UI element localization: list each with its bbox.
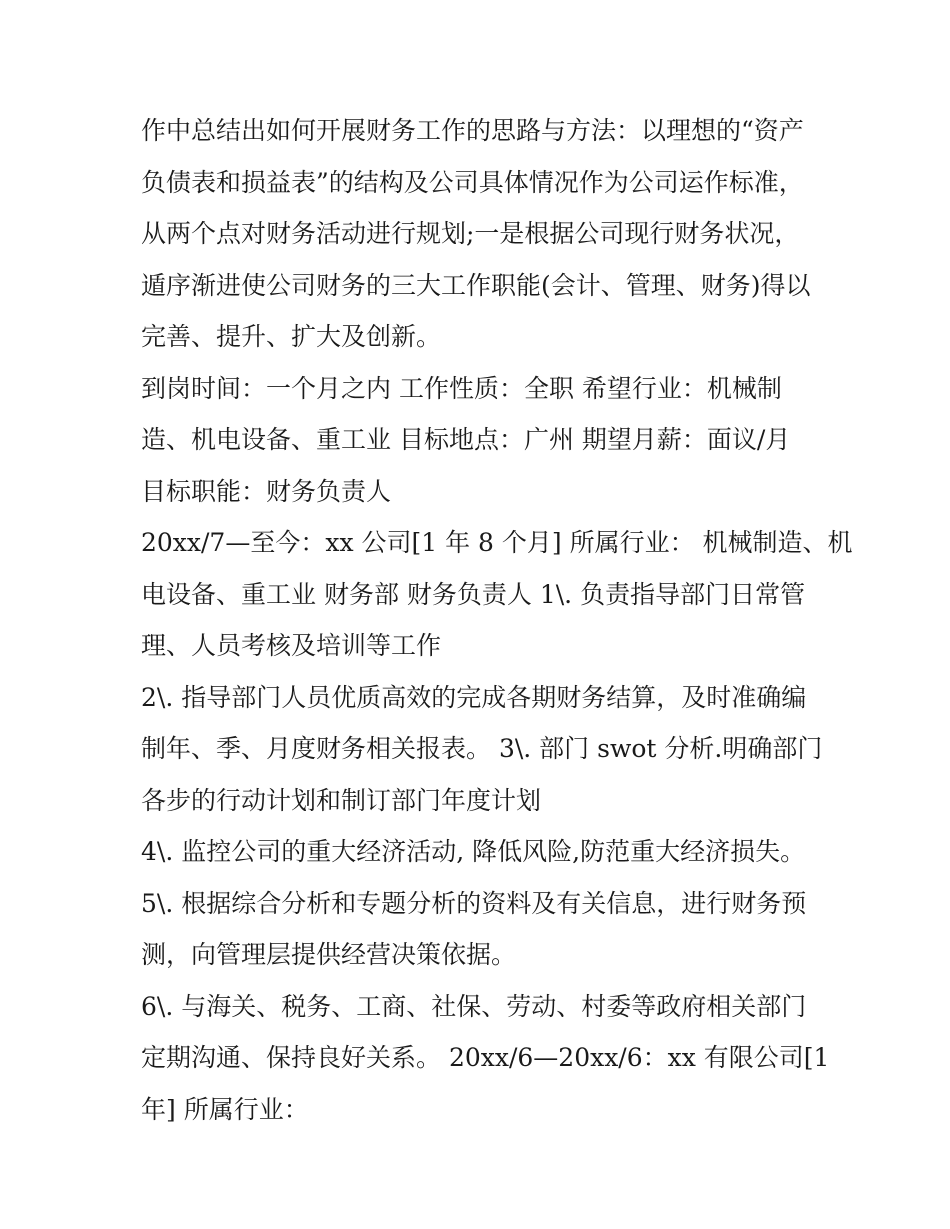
text-line: 从两个点对财务活动进行规划;一是根据公司现行财务状况， [141, 219, 800, 248]
text-line: 完善、提升、扩大及创新。 [141, 322, 442, 351]
text-line: 目标职能：财务负责人 [141, 476, 392, 506]
text-line: 理、人员考核及培训等工作 [141, 631, 442, 660]
text-line: 电设备、重工业 财务部 财务负责人 1\. 负责指导部门日常管 [141, 579, 806, 609]
text-line: 2\. 指导部门人员优质高效的完成各期财务结算，及时准确编 [141, 682, 807, 712]
text-line: 遁序渐进使公司财务的三大工作职能(会计、管理、财务)得以 [141, 270, 811, 300]
text-line: 6\. 与海关、税务、工商、社保、劳动、村委等政府相关部门 [141, 991, 807, 1021]
text-line: 20xx/7—至今：xx 公司[1 年 8 个月] 所属行业： 机械制造、机 [141, 528, 853, 557]
text-line: 5\. 根据综合分析和专题分析的资料及有关信息，进行财务预 [141, 888, 807, 918]
text-line: 各步的行动计划和制订部门年度计划 [141, 785, 542, 815]
text-line: 定期沟通、保持良好关系。 20xx/6—20xx/6：xx 有限公司[1 [141, 1043, 830, 1072]
document-body [141, 105, 853, 1135]
text-line: 制年、季、月度财务相关报表。 3\. 部门 swot 分析.明确部门 [141, 734, 823, 763]
text-line: 造、机电设备、重工业 目标地点：广州 期望月薪：面议/月 [141, 425, 791, 454]
text-line: 负债表和损益表”的结构及公司具体情况作为公司运作标准， [141, 167, 804, 197]
text-line: 年] 所属行业： [141, 1094, 309, 1124]
text-line: 作中总结出如何开展财务工作的思路与方法：以理想的“资产 [141, 116, 804, 145]
text-line: 4\. 监控公司的重大经济活动, 降低风险,防范重大经济损失。 [141, 837, 806, 866]
text-line: 测，向管理层提供经营决策依据。 [141, 940, 517, 969]
text-line: 到岗时间：一个月之内 工作性质：全职 希望行业：机械制 [141, 373, 782, 403]
